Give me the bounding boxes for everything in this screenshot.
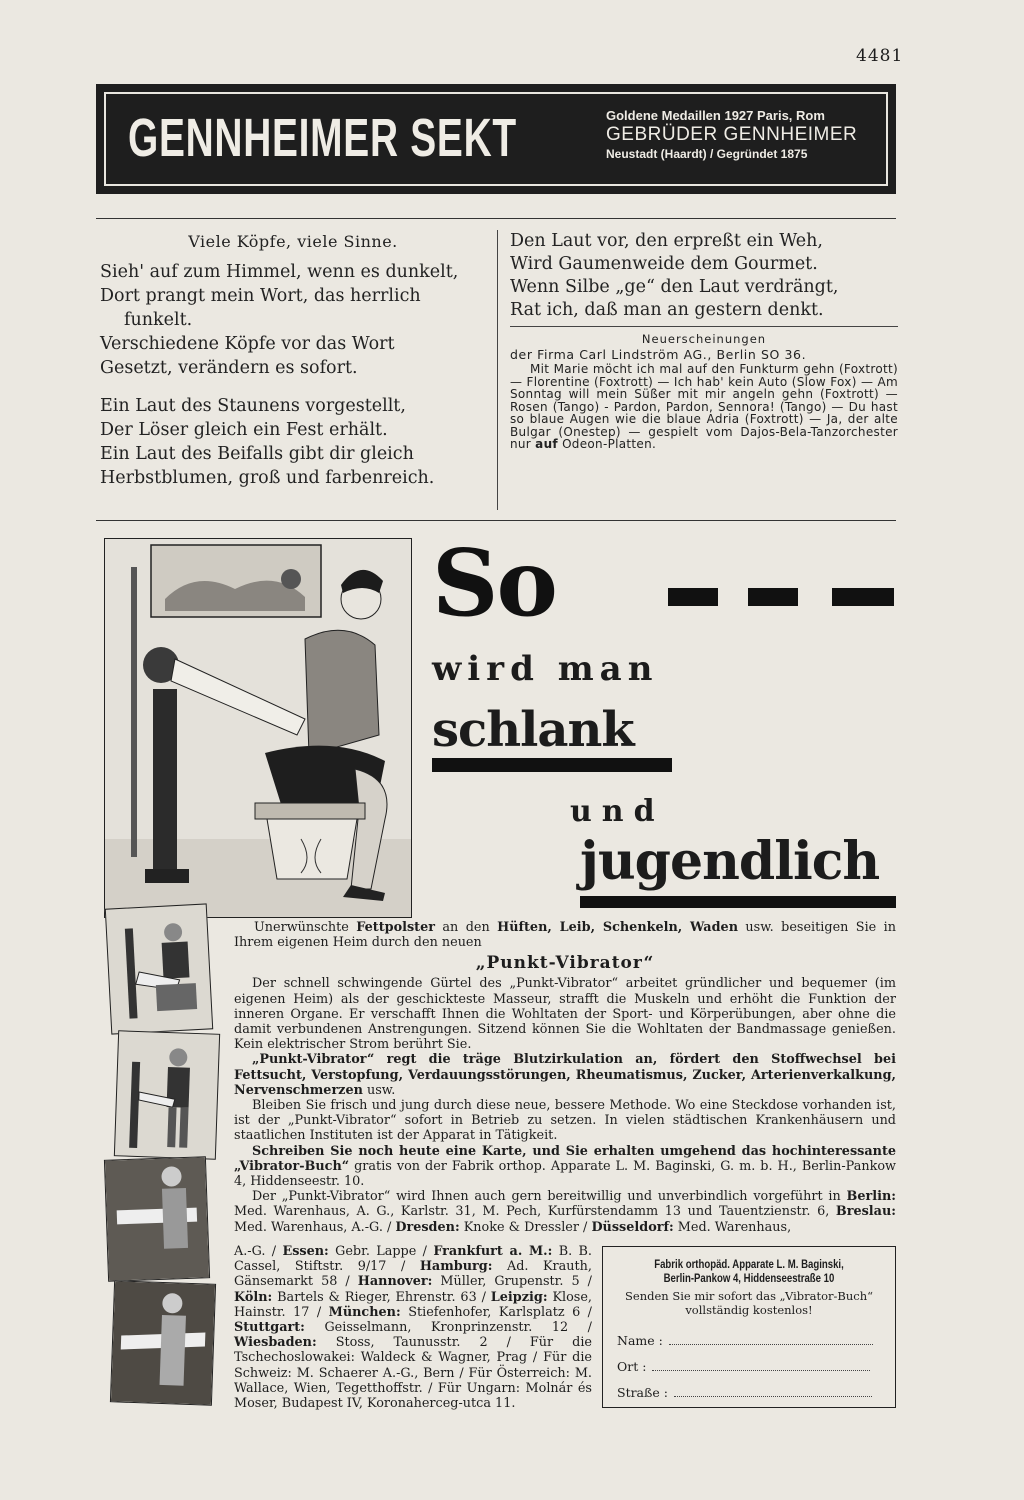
coupon-firm-line: Berlin-Pankow 4, Hiddenseestraße 10 [663, 1271, 835, 1285]
exercise-thumbnail [110, 1280, 216, 1405]
poem-line: Wenn Silbe „ge“ den Laut verdrängt, [510, 277, 839, 297]
divider-middle [96, 520, 896, 521]
news-divider [510, 326, 898, 327]
poem-line: funkelt. [124, 310, 193, 330]
sekt-frame [104, 92, 888, 186]
sekt-details [606, 108, 857, 162]
poem-line: Den Laut vor, den erpreßt ein Weh, [510, 231, 823, 251]
body-paragraph: Der „Punkt-Vibrator“ wird Ihnen auch gern bereitwillig und unverbindlich vorgeführt in Berlin: Med. Warenhaus, A. G., Karlstr. 31, M. Pech, Kurfürstendamm 13 und Tauentzienstr. 6, Breslau: Med. Warenhaus, A.-G. / Dresden: Knoke & Dressler / Düsseldorf: Med. Warenhaus, [234, 1189, 896, 1235]
woman-belt-standing-image [111, 1281, 215, 1404]
coupon-firm [632, 1257, 866, 1285]
man-standing-device-image [115, 1031, 219, 1158]
advertisement-body [234, 920, 896, 1235]
poem-line: Verschiedene Köpfe vor das Wort [100, 334, 395, 354]
sekt-firm: GEBRÜDER GENNHEIMER [606, 124, 858, 145]
headline-dash [748, 588, 798, 606]
headline-dash [832, 588, 894, 606]
sekt-advertisement [96, 84, 896, 194]
poem-continuation [510, 230, 898, 322]
headline-bar [580, 896, 896, 908]
vibrator-illustration [104, 538, 412, 918]
poem-line: Der Löser gleich ein Fest erhält. [100, 420, 388, 440]
page-number: 4481 [856, 46, 904, 66]
exercise-thumbnail [114, 1030, 220, 1159]
body-paragraph: „Punkt-Vibrator“ regt die träge Blutzirkulation an, fördert den Stoffwechsel bei Fettsucht, Verstopfung, Verdauungsstörungen, Rheumatismus, Zucker, Arterienverkalkung, Nervenschmerzen usw. [234, 1052, 896, 1098]
sekt-location: Neustadt (Haardt) / Gegründet 1875 [606, 147, 808, 161]
order-coupon [602, 1246, 896, 1408]
poem-line: Wird Gaumenweide dem Gourmet. [510, 254, 818, 274]
sekt-medals: Goldene Medaillen 1927 Paris, Rom [606, 108, 825, 123]
poem-line: Rat ich, daß man an gestern denkt. [510, 300, 824, 320]
headline-so: So [432, 529, 556, 637]
poem-line: Gesetzt, verändern es sofort. [100, 358, 358, 378]
headline-wird-man: wird man [432, 649, 659, 689]
poem-line: Dort prangt mein Wort, das herrlich [100, 286, 421, 306]
body-paragraph: Bleiben Sie frisch und jung durch diese neue, bessere Methode. Wo eine Steckdose vorhanden ist, ist der „Punkt-Vibrator“ sofort in Betrieb zu setzen. In vielen städtischen Krankenhäusern und staatlichen Instituten ist der Apparat in Tätigkeit. [234, 1098, 896, 1144]
headline-dash [668, 588, 718, 606]
dealer-list: A.-G. / Essen: Gebr. Lappe / Frankfurt a. M.: B. B. Cassel, Stiftstr. 9/17 / Hamburg: Ad. Krauth, Gänsemarkt 58 / Hannover: Müller, Grupenstr. 5 / Köln: Bartels & Rieger, Ehrenstr. 63 / Leipzig: Klose, Hainstr. 17 / München: Stiefenhofer, Karlsplatz 6 / Stuttgart: Geisselmann, Kronprinzenstr. 12 / Wiesbaden: Stoss, Taunusstr. 2 / Für die Tschechoslowakei: Waldeck & Wagner, Prag / Für die Schweiz: M. Schaerer A.-G., Bern / Für Österreich: M. Wallace, Wien, Tegetthoffstr. / Für Ungarn: Molnár és Moser, Budapest IV, Koronaherceg-utca 11. [234, 1244, 593, 1412]
new-releases-notice [510, 332, 898, 451]
body-paragraph: Der schnell schwingende Gürtel des „Punkt-Vibrator“ arbeitet gründlicher und bequemer (im eigenen Heim) als der geschickteste Masseur, strafft die Muskeln und erhöht die Funktion der inneren Organe. Er verschafft Ihnen die Wohltaten der Sport- und Körperübungen, aber ohne die damit verbundenen Anstrengungen. Sitzend können Sie die Wohltaten der Bandmassage genießen. Kein elektrischer Strom berührt Sie. [234, 976, 896, 1053]
headline-und: und [570, 794, 665, 829]
exercise-thumbnail [105, 903, 213, 1034]
name-label: Name : [617, 1333, 663, 1348]
headline-bar [432, 758, 672, 772]
strasse-label: Straße : [617, 1385, 668, 1400]
poem-title: Viele Köpfe, viele Sinne. [188, 232, 398, 251]
poem-column [100, 230, 486, 490]
ort-blank[interactable] [652, 1360, 870, 1371]
divider-top [96, 218, 896, 219]
body-paragraph: Schreiben Sie noch heute eine Karte, und Sie erhalten umgehend das hochinteressante „Vibrator-Buch“ gratis von der Fabrik orthop. Apparate L. M. Baginski, G. m. b. H., Berlin-Pankow 4, Hiddenseestr. 10. [234, 1143, 896, 1190]
new-releases-text: Mit Marie möcht ich mal auf den Funkturm gehn (Foxtrott) — Florentine (Foxtrott) — Ich hab' kein Auto (Slow Fox) — Am Sonntag will mein Süßer mit mir angeln gehn (Foxtrott) — Rosen (Tango) - Pardon, Pardon, Sennora! (Tango) — Du hast so blaue Augen wie die blaue Adria (Foxtrott) — Ja, der alte Bulgar (Onestep) — gespielt vom Dajos-Bela-Tanzorchester nur [510, 362, 898, 451]
ort-label: Ort : [617, 1359, 647, 1374]
coupon-street-field[interactable] [617, 1385, 883, 1400]
poem-line: Herbstblumen, groß und farbenreich. [100, 468, 435, 488]
coupon-request: Senden Sie mir sofort das „Vibrator-Buch“ vollständig kostenlos! [625, 1289, 873, 1317]
intro-paragraph: Unerwünschte Fettpolster an den Hüften, Leib, Schenkeln, Waden usw. beseitigen Sie in Ihrem eigenen Heim durch den neuen [234, 920, 896, 951]
woman-belt-image [105, 1157, 209, 1280]
new-releases-title: Neuerscheinungen [641, 332, 767, 346]
new-releases-end: Odeon-Platten. [562, 437, 657, 451]
coupon-ort-field[interactable] [617, 1359, 883, 1374]
column-divider [497, 230, 498, 510]
coupon-name-field[interactable] [617, 1333, 883, 1348]
new-releases-firm: der Firma Carl Lindström AG., Berlin SO 36. [510, 347, 807, 362]
poem-line: Sieh' auf zum Himmel, wenn es dunkelt, [100, 262, 459, 282]
poem-line: Ein Laut des Beifalls gibt dir gleich [100, 444, 414, 464]
strasse-blank[interactable] [674, 1386, 872, 1397]
new-releases-bold: auf [535, 437, 558, 451]
headline-schlank: schlank [432, 702, 634, 758]
exercise-thumbnail [104, 1156, 210, 1281]
poem-line: Ein Laut des Staunens vorgestellt, [100, 396, 406, 416]
man-on-device-image [106, 904, 212, 1033]
name-blank[interactable] [669, 1334, 873, 1345]
new-releases-body [510, 363, 898, 451]
product-name: „Punkt-Vibrator“ [475, 953, 655, 974]
sekt-brand: GENNHEIMER SEKT [128, 108, 517, 168]
woman-on-vibrator-image [105, 539, 411, 917]
coupon-firm-line: Fabrik orthopäd. Apparate L. M. Baginski, [654, 1257, 844, 1271]
headline-jugendlich: jugendlich [580, 831, 880, 892]
